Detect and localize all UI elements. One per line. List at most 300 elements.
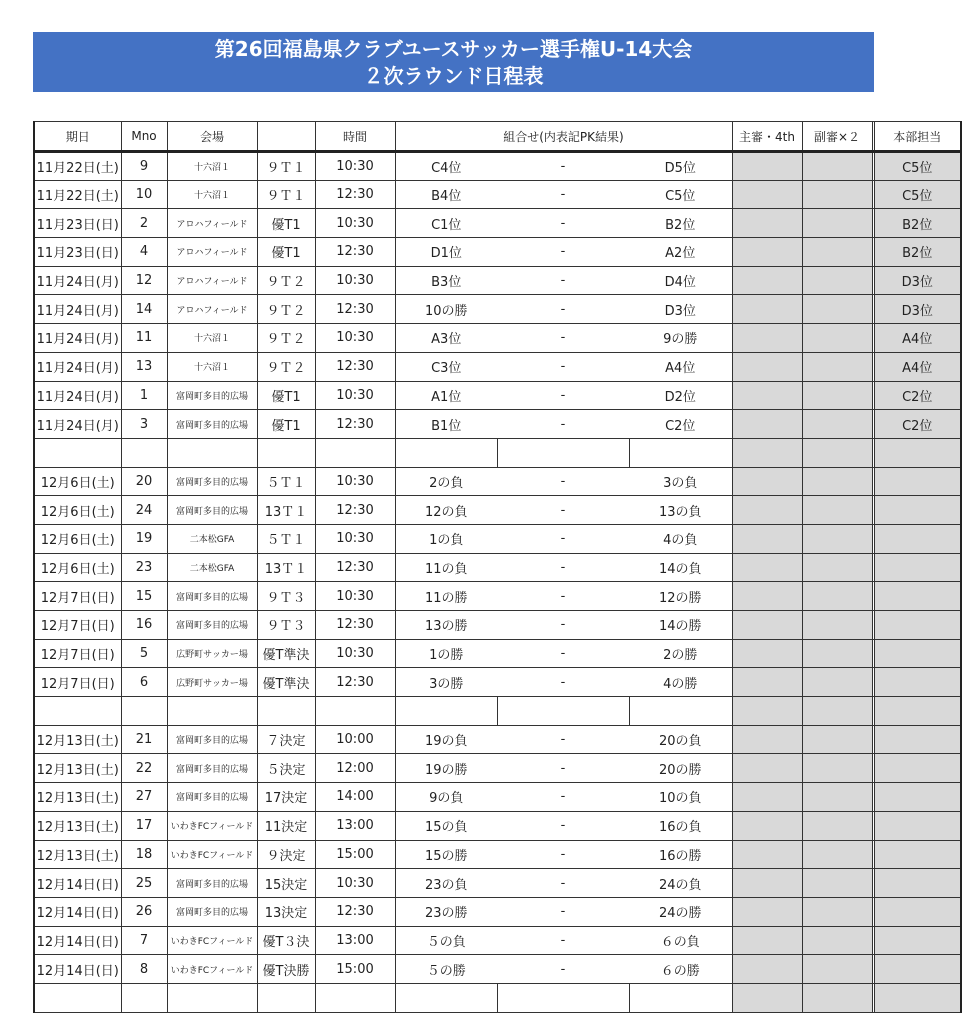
table-row (34, 725, 961, 754)
cell-away: C2位 (629, 410, 732, 439)
cell-date: 11月23日(日) (34, 238, 121, 267)
cell-assistant (802, 582, 872, 611)
cell-time: 12:30 (315, 410, 395, 439)
cell-referee (732, 352, 802, 381)
header-time: 時間 (315, 122, 395, 152)
cell-time: 10:30 (315, 266, 395, 295)
cell-round: 17決定 (257, 783, 315, 812)
cell-round: 13決定 (257, 897, 315, 926)
cell-assistant (802, 553, 872, 582)
cell-separator: - (497, 955, 629, 984)
schedule-table (33, 121, 962, 1013)
cell-time (315, 983, 395, 1012)
cell-date: 12月13日(土) (34, 811, 121, 840)
cell-home: C4位 (395, 152, 497, 181)
table-row (34, 611, 961, 640)
cell-referee (732, 611, 802, 640)
cell-away: 20の負 (629, 725, 732, 754)
cell-venue: 富岡町多目的広場 (167, 783, 257, 812)
cell-time (315, 697, 395, 726)
cell-away: 12の勝 (629, 582, 732, 611)
cell-time: 10:30 (315, 639, 395, 668)
cell-home: 15の勝 (395, 840, 497, 869)
table-row (34, 955, 961, 984)
cell-round: ５Ｔ１ (257, 467, 315, 496)
cell-referee (732, 553, 802, 582)
cell-hq (874, 869, 961, 898)
cell-hq: D3位 (874, 295, 961, 324)
cell-home: ５の勝 (395, 955, 497, 984)
cell-round: 11決定 (257, 811, 315, 840)
cell-assistant (802, 180, 872, 209)
cell-mno: 9 (121, 152, 167, 181)
cell-referee (732, 324, 802, 353)
cell-round (257, 697, 315, 726)
cell-away: 10の負 (629, 783, 732, 812)
cell-home (395, 983, 497, 1012)
cell-mno: 11 (121, 324, 167, 353)
cell-mno: 25 (121, 869, 167, 898)
cell-mno: 13 (121, 352, 167, 381)
cell-time: 10:30 (315, 324, 395, 353)
cell-mno: 7 (121, 926, 167, 955)
cell-away: 24の勝 (629, 897, 732, 926)
cell-hq (874, 983, 961, 1012)
title-line-2: ２次ラウンド日程表 (363, 64, 544, 88)
cell-away: D5位 (629, 152, 732, 181)
cell-home: A1位 (395, 381, 497, 410)
cell-time: 12:30 (315, 238, 395, 267)
cell-time: 12:30 (315, 295, 395, 324)
cell-mno: 19 (121, 524, 167, 553)
table-row (34, 152, 961, 181)
cell-mno: 15 (121, 582, 167, 611)
cell-assistant (802, 926, 872, 955)
cell-time: 12:30 (315, 496, 395, 525)
cell-round: ９Ｔ２ (257, 295, 315, 324)
cell-assistant (802, 410, 872, 439)
cell-mno: 16 (121, 611, 167, 640)
cell-mno (121, 697, 167, 726)
cell-venue: 富岡町多目的広場 (167, 467, 257, 496)
cell-date: 12月14日(日) (34, 955, 121, 984)
table-row (34, 295, 961, 324)
cell-time: 10:30 (315, 582, 395, 611)
cell-home: 2の負 (395, 467, 497, 496)
table-row (34, 582, 961, 611)
cell-separator (497, 438, 629, 467)
cell-date: 12月14日(日) (34, 897, 121, 926)
cell-date (34, 983, 121, 1012)
cell-mno: 1 (121, 381, 167, 410)
cell-assistant (802, 754, 872, 783)
cell-hq: B2位 (874, 238, 961, 267)
cell-separator: - (497, 352, 629, 381)
cell-mno: 8 (121, 955, 167, 984)
cell-separator: - (497, 725, 629, 754)
table-row (34, 754, 961, 783)
cell-assistant (802, 238, 872, 267)
cell-time: 13:00 (315, 811, 395, 840)
cell-date: 12月7日(日) (34, 639, 121, 668)
cell-away: 4の勝 (629, 668, 732, 697)
cell-separator: - (497, 410, 629, 439)
cell-date: 12月7日(日) (34, 668, 121, 697)
cell-round: 優T３決 (257, 926, 315, 955)
table-row (34, 869, 961, 898)
cell-hq (874, 754, 961, 783)
cell-home: 12の負 (395, 496, 497, 525)
cell-round: 優T1 (257, 381, 315, 410)
table-row (34, 553, 961, 582)
cell-separator: - (497, 324, 629, 353)
cell-referee (732, 897, 802, 926)
cell-hq (874, 467, 961, 496)
cell-time: 10:30 (315, 467, 395, 496)
cell-assistant (802, 496, 872, 525)
header-row (34, 122, 961, 152)
cell-hq: C2位 (874, 410, 961, 439)
cell-date: 11月24日(月) (34, 295, 121, 324)
cell-away: 9の勝 (629, 324, 732, 353)
cell-venue (167, 983, 257, 1012)
cell-home: B4位 (395, 180, 497, 209)
table-row (34, 467, 961, 496)
cell-hq: A4位 (874, 352, 961, 381)
cell-home: 1の勝 (395, 639, 497, 668)
cell-date: 12月7日(日) (34, 611, 121, 640)
cell-date: 11月24日(月) (34, 410, 121, 439)
cell-assistant (802, 783, 872, 812)
cell-hq (874, 668, 961, 697)
cell-round: ９Ｔ２ (257, 266, 315, 295)
cell-round: ９Ｔ１ (257, 152, 315, 181)
cell-referee (732, 754, 802, 783)
cell-mno: 10 (121, 180, 167, 209)
cell-round: 優T1 (257, 238, 315, 267)
cell-mno (121, 438, 167, 467)
cell-referee (732, 467, 802, 496)
table-row (34, 524, 961, 553)
cell-separator: - (497, 238, 629, 267)
cell-assistant (802, 869, 872, 898)
cell-venue: 十六沼１ (167, 180, 257, 209)
cell-round: ９Ｔ３ (257, 582, 315, 611)
cell-venue: いわきFCフィールド (167, 926, 257, 955)
cell-date: 11月23日(日) (34, 209, 121, 238)
header-date: 期日 (34, 122, 121, 152)
cell-away: B2位 (629, 209, 732, 238)
cell-assistant (802, 381, 872, 410)
cell-separator: - (497, 783, 629, 812)
cell-referee (732, 983, 802, 1012)
table-row (34, 410, 961, 439)
cell-away: ６の負 (629, 926, 732, 955)
cell-hq (874, 553, 961, 582)
cell-home: 19の勝 (395, 754, 497, 783)
cell-home: B3位 (395, 266, 497, 295)
cell-round: ５決定 (257, 754, 315, 783)
cell-referee (732, 697, 802, 726)
cell-assistant (802, 668, 872, 697)
cell-mno (121, 983, 167, 1012)
cell-time: 14:00 (315, 783, 395, 812)
cell-round: 優T準決 (257, 639, 315, 668)
cell-assistant (802, 295, 872, 324)
cell-mno: 23 (121, 553, 167, 582)
table-row (34, 639, 961, 668)
cell-separator: - (497, 496, 629, 525)
table-row (34, 496, 961, 525)
cell-referee (732, 180, 802, 209)
cell-hq: C5位 (874, 152, 961, 181)
table-row (34, 668, 961, 697)
cell-separator: - (497, 754, 629, 783)
cell-time: 15:00 (315, 840, 395, 869)
cell-venue: 広野町サッカー場 (167, 668, 257, 697)
cell-mno: 12 (121, 266, 167, 295)
cell-date: 12月13日(土) (34, 783, 121, 812)
blank-row (34, 697, 961, 726)
cell-venue: 富岡町多目的広場 (167, 611, 257, 640)
cell-away: D3位 (629, 295, 732, 324)
cell-hq: D3位 (874, 266, 961, 295)
cell-away: 16の負 (629, 811, 732, 840)
cell-assistant (802, 352, 872, 381)
cell-separator: - (497, 467, 629, 496)
cell-referee (732, 496, 802, 525)
cell-hq: C2位 (874, 381, 961, 410)
cell-venue: 富岡町多目的広場 (167, 496, 257, 525)
cell-time: 10:00 (315, 725, 395, 754)
cell-round: 優T準決 (257, 668, 315, 697)
cell-venue: いわきFCフィールド (167, 840, 257, 869)
cell-referee (732, 725, 802, 754)
cell-time: 10:30 (315, 524, 395, 553)
cell-venue: 富岡町多目的広場 (167, 725, 257, 754)
cell-venue: アロハフィールド (167, 295, 257, 324)
cell-home (395, 438, 497, 467)
cell-mno: 21 (121, 725, 167, 754)
cell-date: 11月24日(月) (34, 381, 121, 410)
cell-hq (874, 639, 961, 668)
cell-separator: - (497, 180, 629, 209)
cell-separator: - (497, 869, 629, 898)
table-row (34, 180, 961, 209)
cell-referee (732, 668, 802, 697)
cell-referee (732, 381, 802, 410)
cell-round: ９Ｔ２ (257, 324, 315, 353)
cell-hq (874, 955, 961, 984)
cell-home: 10の勝 (395, 295, 497, 324)
cell-separator: - (497, 668, 629, 697)
blank-row (34, 983, 961, 1012)
table-row (34, 840, 961, 869)
cell-home: 13の勝 (395, 611, 497, 640)
cell-home (395, 697, 497, 726)
cell-home: ５の負 (395, 926, 497, 955)
cell-home: A3位 (395, 324, 497, 353)
cell-referee (732, 582, 802, 611)
cell-venue: 十六沼１ (167, 152, 257, 181)
cell-hq (874, 524, 961, 553)
cell-referee (732, 955, 802, 984)
table-row (34, 209, 961, 238)
cell-hq: A4位 (874, 324, 961, 353)
cell-mno: 2 (121, 209, 167, 238)
cell-round: 優T決勝 (257, 955, 315, 984)
cell-venue: 富岡町多目的広場 (167, 410, 257, 439)
cell-round (257, 983, 315, 1012)
cell-away (629, 697, 732, 726)
cell-assistant (802, 840, 872, 869)
cell-referee (732, 783, 802, 812)
header-venue: 会場 (167, 122, 257, 152)
cell-date: 12月6日(土) (34, 524, 121, 553)
cell-away: 14の負 (629, 553, 732, 582)
cell-away: 24の負 (629, 869, 732, 898)
table-row (34, 381, 961, 410)
cell-venue: 二本松GFA (167, 553, 257, 582)
cell-separator: - (497, 897, 629, 926)
cell-mno: 26 (121, 897, 167, 926)
cell-time: 10:30 (315, 152, 395, 181)
cell-hq (874, 811, 961, 840)
cell-venue: 十六沼１ (167, 352, 257, 381)
cell-mno: 3 (121, 410, 167, 439)
cell-away: D2位 (629, 381, 732, 410)
cell-assistant (802, 983, 872, 1012)
cell-venue: 富岡町多目的広場 (167, 582, 257, 611)
table-row (34, 266, 961, 295)
cell-time: 12:30 (315, 553, 395, 582)
table-row (34, 897, 961, 926)
cell-venue: アロハフィールド (167, 238, 257, 267)
cell-round: 15決定 (257, 869, 315, 898)
cell-assistant (802, 438, 872, 467)
cell-round: 13Ｔ１ (257, 553, 315, 582)
cell-mno: 27 (121, 783, 167, 812)
cell-assistant (802, 611, 872, 640)
cell-time: 12:30 (315, 352, 395, 381)
cell-home: C1位 (395, 209, 497, 238)
cell-mno: 20 (121, 467, 167, 496)
cell-date: 11月22日(土) (34, 152, 121, 181)
cell-venue: 富岡町多目的広場 (167, 897, 257, 926)
cell-date: 12月6日(土) (34, 553, 121, 582)
cell-mno: 5 (121, 639, 167, 668)
cell-round: ９Ｔ３ (257, 611, 315, 640)
cell-separator: - (497, 926, 629, 955)
cell-time: 12:30 (315, 668, 395, 697)
table-row (34, 811, 961, 840)
cell-referee (732, 152, 802, 181)
cell-home: 23の勝 (395, 897, 497, 926)
cell-home: 19の負 (395, 725, 497, 754)
cell-time: 12:30 (315, 611, 395, 640)
cell-hq (874, 697, 961, 726)
cell-referee (732, 524, 802, 553)
cell-hq (874, 438, 961, 467)
cell-venue: アロハフィールド (167, 266, 257, 295)
cell-time: 12:00 (315, 754, 395, 783)
cell-hq: B2位 (874, 209, 961, 238)
cell-time: 12:30 (315, 180, 395, 209)
cell-round: 13Ｔ１ (257, 496, 315, 525)
cell-home: C3位 (395, 352, 497, 381)
cell-time: 15:00 (315, 955, 395, 984)
cell-assistant (802, 467, 872, 496)
cell-round: ９Ｔ１ (257, 180, 315, 209)
cell-separator: - (497, 553, 629, 582)
cell-mno: 14 (121, 295, 167, 324)
cell-away (629, 983, 732, 1012)
cell-away: D4位 (629, 266, 732, 295)
cell-home: 11の勝 (395, 582, 497, 611)
cell-away (629, 438, 732, 467)
cell-assistant (802, 955, 872, 984)
cell-referee (732, 840, 802, 869)
cell-date: 12月13日(土) (34, 840, 121, 869)
cell-date: 12月6日(土) (34, 496, 121, 525)
cell-referee (732, 238, 802, 267)
cell-hq: C5位 (874, 180, 961, 209)
cell-home: 11の負 (395, 553, 497, 582)
cell-date: 12月14日(日) (34, 926, 121, 955)
cell-hq (874, 496, 961, 525)
cell-separator: - (497, 152, 629, 181)
cell-separator: - (497, 209, 629, 238)
cell-time: 10:30 (315, 209, 395, 238)
cell-assistant (802, 266, 872, 295)
cell-separator: - (497, 611, 629, 640)
cell-assistant (802, 639, 872, 668)
cell-date: 12月13日(土) (34, 754, 121, 783)
cell-round: ９Ｔ２ (257, 352, 315, 381)
cell-venue: 広野町サッカー場 (167, 639, 257, 668)
cell-hq (874, 582, 961, 611)
cell-venue: 富岡町多目的広場 (167, 754, 257, 783)
blank-row (34, 438, 961, 467)
cell-home: 1の負 (395, 524, 497, 553)
table-row (34, 324, 961, 353)
cell-separator: - (497, 266, 629, 295)
cell-assistant (802, 152, 872, 181)
cell-home: 23の負 (395, 869, 497, 898)
cell-referee (732, 266, 802, 295)
header-mno: Mno (121, 122, 167, 152)
cell-venue: 二本松GFA (167, 524, 257, 553)
cell-mno: 4 (121, 238, 167, 267)
cell-separator: - (497, 639, 629, 668)
cell-home: 15の負 (395, 811, 497, 840)
header-referee: 主審・4th (732, 122, 802, 152)
cell-round: ９決定 (257, 840, 315, 869)
cell-venue: 富岡町多目的広場 (167, 381, 257, 410)
cell-home: D1位 (395, 238, 497, 267)
cell-venue (167, 697, 257, 726)
cell-assistant (802, 324, 872, 353)
cell-separator: - (497, 381, 629, 410)
cell-away: 20の勝 (629, 754, 732, 783)
cell-date: 12月7日(日) (34, 582, 121, 611)
cell-time: 10:30 (315, 869, 395, 898)
cell-referee (732, 438, 802, 467)
cell-date: 11月24日(月) (34, 352, 121, 381)
cell-mno: 6 (121, 668, 167, 697)
cell-referee (732, 639, 802, 668)
cell-round (257, 438, 315, 467)
